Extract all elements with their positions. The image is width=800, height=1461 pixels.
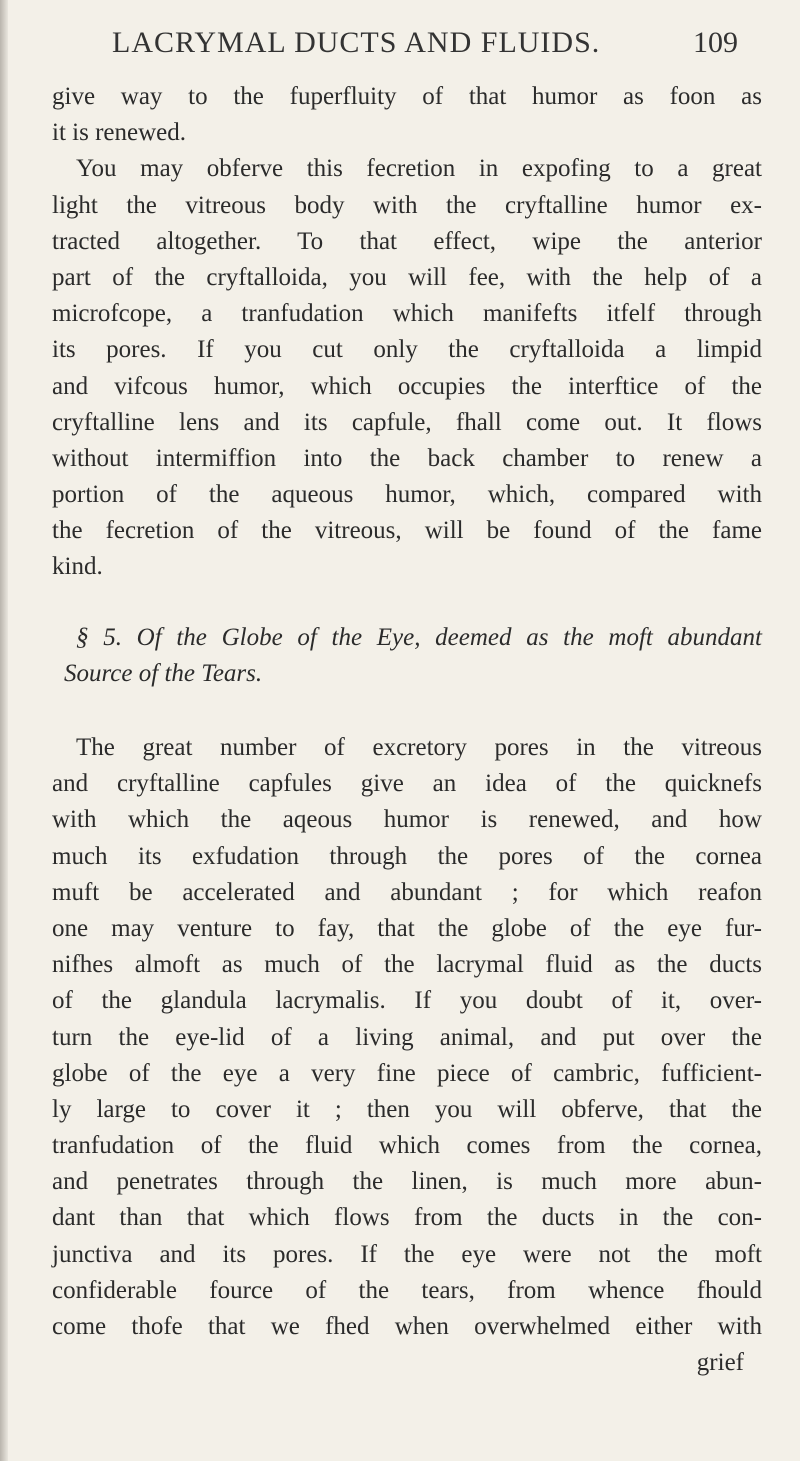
text-line: of the glandula lacrymalis. If you doubt of it, over-	[52, 987, 762, 1015]
paragraph-1	[52, 79, 762, 151]
text-line: and vifcous humor, which occupies the interftice of the	[52, 372, 762, 400]
catchword: grief	[696, 1349, 744, 1377]
page-number: 109	[693, 26, 738, 59]
heading-line: Source of the Tears.	[64, 659, 263, 687]
text-line: part of the cryftalloida, you will fee, with the help of a	[52, 263, 762, 291]
section-heading	[52, 620, 762, 692]
page-header	[50, 26, 770, 66]
text-line: one may venture to fay, that the globe of the eye fur-	[52, 914, 762, 942]
body-text	[52, 79, 762, 1381]
section-spacer	[52, 692, 762, 730]
text-line: muft be accelerated and abundant ; for which reafon	[52, 878, 762, 906]
text-line: confiderable fource of the tears, from whence fhould	[52, 1276, 762, 1304]
section-spacer	[52, 586, 762, 620]
text-line: globe of the eye a very fine piece of cambric, fufficient-	[52, 1059, 762, 1087]
text-line: with which the aqeous humor is renewed, and how	[52, 806, 762, 834]
text-line: its pores. If you cut only the cryftalloida a limpid	[52, 336, 762, 364]
text-line: give way to the fuperfluity of that humor as foon as	[52, 83, 762, 110]
text-line: microfcope, a tranfudation which manifefts itfelf through	[52, 300, 762, 328]
text-line: light the vitreous body with the cryftalline humor ex-	[52, 191, 762, 219]
paragraph-2	[52, 151, 762, 585]
text-line: ly large to cover it ; then you will obferve, that the	[52, 1095, 762, 1123]
paragraph-3	[52, 730, 762, 1345]
text-line: portion of the aqueous humor, which, compared with	[52, 481, 762, 509]
text-line: kind.	[52, 553, 103, 581]
text-line: cryftalline lens and its capfule, fhall come out. It flows	[52, 408, 762, 436]
heading-line: § 5. Of the Globe of the Eye, deemed as the moft abundant	[76, 623, 762, 651]
text-line: You may obferve this fecretion in expofing to a great	[76, 155, 762, 183]
text-line: junctiva and its pores. If the eye were not the moft	[52, 1240, 762, 1268]
text-line: much its exfudation through the pores of the cornea	[52, 842, 762, 870]
text-line: dant than that which flows from the ducts in the con-	[52, 1204, 762, 1232]
page-edge-shadow	[0, 0, 8, 1461]
text-line: turn the eye-lid of a living animal, and put over the	[52, 1023, 762, 1051]
running-head: LACRYMAL DUCTS AND FLUIDS.	[112, 26, 601, 59]
text-line: it is renewed.	[52, 119, 186, 147]
text-line: without intermiffion into the back chamber to renew a	[52, 444, 762, 472]
text-line: tracted altogether. To that effect, wipe the anterior	[52, 227, 762, 255]
text-line: the fecretion of the vitreous, will be found of the fame	[52, 517, 762, 545]
text-line: The great number of excretory pores in the vitreous	[76, 734, 762, 761]
text-line: tranfudation of the fluid which comes from the cornea,	[52, 1132, 762, 1160]
text-line: come thofe that we fhed when overwhelmed either with	[52, 1313, 762, 1340]
text-line: nifhes almoft as much of the lacrymal fluid as the ducts	[52, 951, 762, 979]
text-line: and cryftalline capfules give an idea of the quicknefs	[52, 770, 762, 798]
text-line: and penetrates through the linen, is much more abun-	[52, 1168, 762, 1196]
